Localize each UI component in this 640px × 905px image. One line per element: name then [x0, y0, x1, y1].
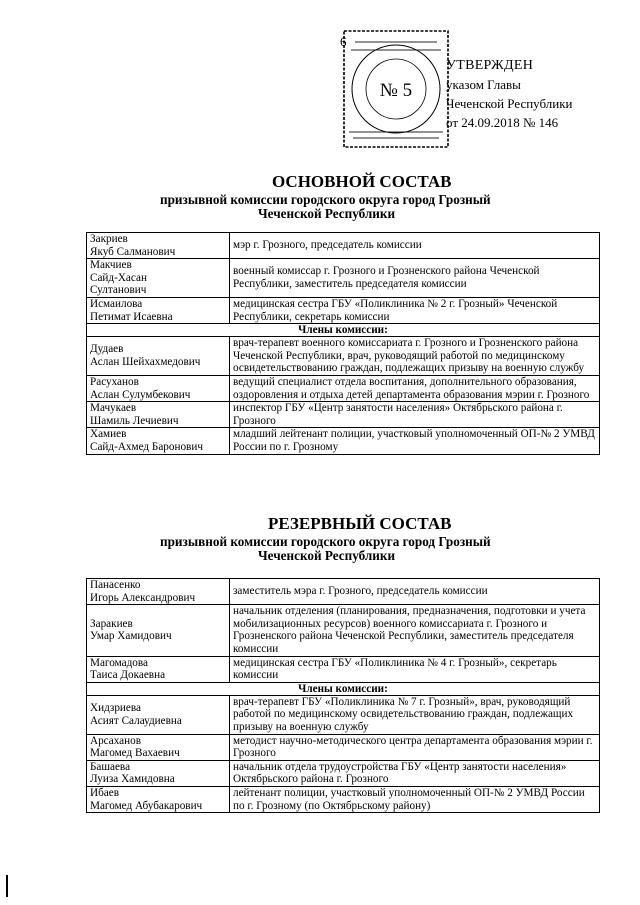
table-row: [87, 579, 600, 605]
member-position: заместитель мэра г. Грозного, председатель комиссии: [230, 579, 600, 605]
member-position: начальник отделения (планирования, предназначения, подготовки и учета мобилизационных ресурсов) военного комиссариата г. Грозного и Грозненского района Чеченской Республики, заместитель председателя комиссии: [230, 605, 600, 656]
reserve-composition-title: РЕЗЕРВНЫЙ СОСТАВ: [268, 514, 452, 533]
table-row: [87, 695, 600, 734]
member-position: начальник отдела трудоустройства ГБУ «Центр занятости населения» Октябрьского района г. Грозного: [230, 760, 600, 786]
table-row: [87, 375, 600, 401]
member-position: методист научно-методического центра департамента образования мэрии г. Грозного: [230, 734, 600, 760]
table-row: [87, 297, 600, 323]
reserve-composition-table: [86, 578, 600, 813]
table-row: [87, 656, 600, 682]
approval-line-2: Чеченской Республики: [446, 96, 573, 111]
member-name: Исмаилова Петимат Исаевна: [87, 297, 230, 323]
member-name: Дудаев Аслан Шейхахмедович: [87, 337, 230, 376]
member-name: Хамиев Сайд-Ахмед Баронович: [87, 428, 230, 454]
members-subheader-row: [87, 324, 600, 337]
member-name: Ибаев Магомед Абубакарович: [87, 786, 230, 812]
page-number: 6: [340, 34, 347, 49]
main-composition-title: ОСНОВНОЙ СОСТАВ: [272, 172, 452, 191]
table-row: [87, 605, 600, 656]
table-row: [87, 337, 600, 376]
reserve-composition-subtitle: призывной комиссии городского округа город Грозный Чеченской Республики: [160, 534, 491, 563]
table-row: [87, 734, 600, 760]
member-position: мэр г. Грозного, председатель комиссии: [230, 233, 600, 259]
member-position: медицинская сестра ГБУ «Поликлиника № 2 г. Грозный» Чеченской Республики, секретарь комиссии: [230, 297, 600, 323]
main-composition-subtitle: призывной комиссии городского округа город Грозный Чеченской Республики: [160, 192, 491, 221]
member-position: врач-терапевт военного комиссариата г. Грозного и Грозненского района Чеченской Республики, врач, руководящий работой по медицинскому освидетельствованию граждан, подлежащих призыву на военную службу: [230, 337, 600, 376]
member-position: военный комиссар г. Грозного и Грозненского района Чеченской Республики, заместитель председателя комиссии: [230, 259, 600, 298]
member-position: лейтенант полиции, участковый уполномоченный ОП-№ 2 УМВД России по г. Грозному (по Октябрьскому району): [230, 786, 600, 812]
member-name: Заракиев Умар Хамидович: [87, 605, 230, 656]
stamp-number: № 5: [379, 80, 413, 101]
member-name: Хидзриева Асият Салаудиевна: [87, 695, 230, 734]
table-row: [87, 760, 600, 786]
official-stamp: [341, 28, 451, 150]
approval-block: [446, 56, 573, 132]
member-name: Магомадова Таиса Докаевна: [87, 656, 230, 682]
approval-title: УТВЕРЖДЕН: [446, 58, 534, 73]
member-position: медицинская сестра ГБУ «Поликлиника № 4 г. Грозный», секретарь комиссии: [230, 656, 600, 682]
approval-line-3: от 24.09.2018 № 146: [446, 115, 559, 130]
main-composition-table: [86, 232, 600, 455]
member-position: врач-терапевт ГБУ «Поликлиника № 7 г. Грозный», врач, руководящий работой по медицинскому освидетельствованию граждан, подлежащих призыву на военную службу: [230, 695, 600, 734]
approval-line-1: указом Главы: [446, 77, 521, 92]
member-name: Арсаханов Магомед Вахаевич: [87, 734, 230, 760]
members-subheader: Члены комиссии:: [87, 324, 600, 337]
table-row: [87, 402, 600, 428]
table-row: [87, 786, 600, 812]
member-name: Расуханов Аслан Сулумбекович: [87, 375, 230, 401]
member-name: Панасенко Игорь Александрович: [87, 579, 230, 605]
table-row: [87, 259, 600, 298]
members-subheader-row: [87, 682, 600, 695]
table-row: [87, 428, 600, 454]
member-position: младший лейтенант полиции, участковый уполномоченный ОП-№ 2 УМВД России по г. Грозному: [230, 428, 600, 454]
member-name: Мачукаев Шамиль Лечиевич: [87, 402, 230, 428]
member-name: Закриев Якуб Салманович: [87, 233, 230, 259]
member-name: Башаева Луиза Хамидовна: [87, 760, 230, 786]
members-subheader: Члены комиссии:: [87, 682, 600, 695]
member-position: ведущий специалист отдела воспитания, дополнительного образования, оздоровления и отдыха детей департамента образования мэрии г. Грозного: [230, 375, 600, 401]
margin-mark: [6, 875, 8, 897]
member-position: инспектор ГБУ «Центр занятости населения» Октябрьского района г. Грозного: [230, 402, 600, 428]
table-row: [87, 233, 600, 259]
member-name: Макчиев Сайд-Хасан Султанович: [87, 259, 230, 298]
